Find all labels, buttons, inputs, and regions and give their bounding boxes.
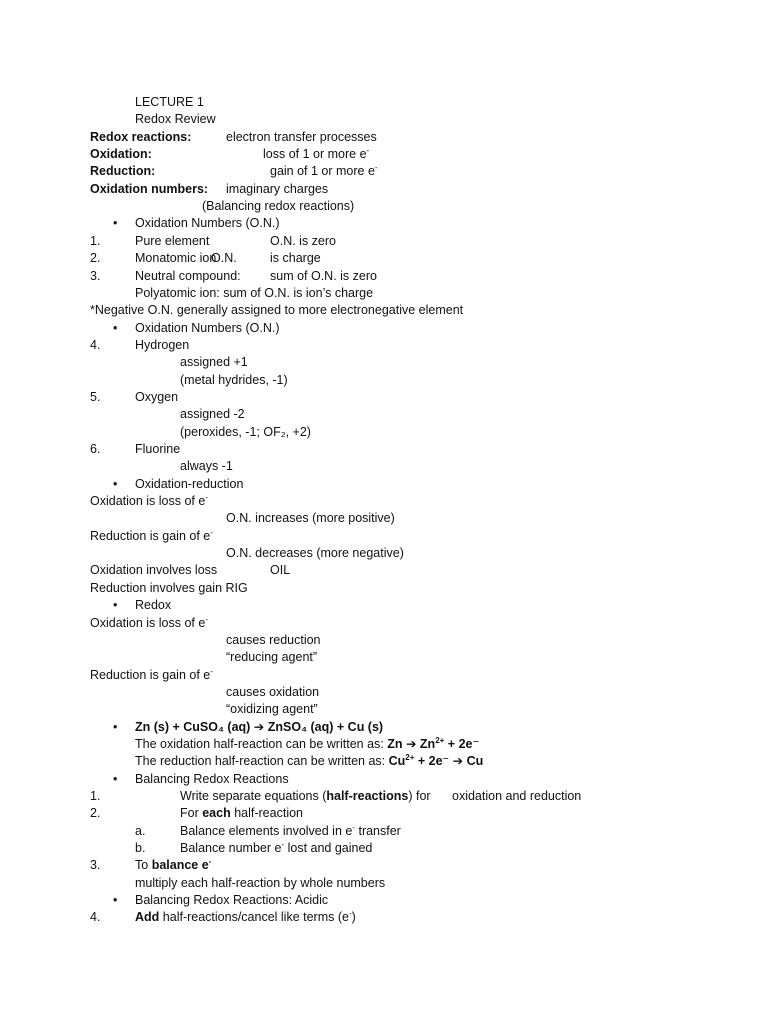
text-line: To balance e- [135,857,212,873]
text-line: sum of O.N. is zero [270,268,377,283]
text-line: The reduction half-reaction can be written as: $Cu^{2+} + 2e^-$ ➔ Cu [135,753,484,769]
text-line: Redox reactions: [90,129,192,144]
text-line: Oxidation is loss of e- [90,492,209,509]
text-line: Reduction is gain of e- [90,527,213,543]
text-line: “oxidizing agent” [226,702,318,717]
text-line: Oxidation Numbers (O.N.) [135,320,280,335]
text-line: Oxygen [135,389,179,404]
text-line: 4. [90,910,101,925]
text-line: 5. [90,389,101,404]
text-line: Oxidation-reduction [135,476,244,491]
text-line: 3. [90,858,101,873]
text-line: LECTURE 1 [135,95,204,109]
text-line: a. [135,823,146,838]
text-line: 2. [90,251,101,266]
text-line: For each half-reaction [180,806,303,821]
text-line: The oxidation half-reaction can be written as: Zn ➔ $Zn^{2+} + 2e^-$ [135,735,480,751]
text-line: 6. [90,442,101,456]
bullet: • [113,476,118,491]
text-line: gain of 1 or more e- [270,163,378,179]
bullet: • [113,771,118,786]
bullet: • [113,320,118,335]
text-line: loss of 1 or more e- [263,145,370,162]
text-line: Fluorine [135,442,181,456]
text-line: Reduction is gain of e- [90,666,213,682]
bullet: • [113,598,118,613]
text-line: assigned -2 [180,407,245,422]
text-line: Oxidation is loss of e- [90,614,209,630]
text-line: causes reduction [226,632,321,647]
text-line: 1. [90,233,101,248]
text-line: Monatomic ion [135,251,217,266]
text-line: 2. [90,806,101,821]
text-line: b. [135,841,146,856]
text-line: Balancing Redox Reactions [135,771,289,786]
text-line: Reduction involves gain RIG [90,580,248,595]
text-line: multiply each half-reaction by whole numbers [135,875,386,890]
text-line: Balance elements involved in e- transfer [180,822,401,838]
text-line: Oxidation Numbers (O.N.) [135,216,280,231]
text-line: Oxidation: [90,147,152,162]
text-line: (metal hydrides, -1) [180,372,288,387]
text-line: Oxidation numbers: [90,181,209,196]
text-line: oxidation and reduction [452,789,582,803]
text-line: O.N. [211,251,237,266]
text-line: Neutral compound: [135,268,241,283]
text-line: causes oxidation [226,684,320,699]
text-line: Redox Review [135,112,216,127]
bullet: • [113,216,118,231]
text-line: Hydrogen [135,337,190,352]
text-line: Write separate equations (half-reactions) for [180,789,431,803]
text-line: O.N. increases (more positive) [226,511,395,526]
text-line: imaginary charges [226,181,329,196]
text-line: Redox [135,598,172,613]
text-line: Zn (s) + CuSO₄ (aq) ➔ ZnSO₄ (aq) + Cu (s) [135,719,384,734]
text-line: is charge [270,251,321,266]
text-line: assigned +1 [180,355,248,370]
text-line: Pure element [135,233,210,248]
text-line: (peroxides, -1; OF₂, +2) [180,424,311,439]
text-line: 4. [90,337,101,352]
text-line: O.N. is zero [270,233,336,248]
text-line: always -1 [180,459,233,474]
text-line: Oxidation involves loss [90,563,218,578]
text-line: Reduction: [90,164,156,179]
text-line: Polyatomic ion: sum of O.N. is ion’s charge [135,285,374,300]
text-line: (Balancing redox reactions) [202,199,355,214]
text-line: Add half-reactions/cancel like terms (e-) [135,909,356,925]
text-line: Balancing Redox Reactions: Acidic [135,893,329,908]
text-line: 1. [90,789,101,803]
text-line: 3. [90,268,101,283]
bullet: • [113,719,118,734]
text-line: “reducing agent” [226,650,318,665]
text-line: Balance number e- lost and gained [180,839,373,856]
text-line: O.N. decreases (more negative) [226,546,404,561]
text-line: *Negative O.N. generally assigned to more electronegative element [90,303,464,318]
bullet: • [113,893,118,908]
text-line: OIL [270,563,291,578]
text-line: electron transfer processes [226,129,377,144]
